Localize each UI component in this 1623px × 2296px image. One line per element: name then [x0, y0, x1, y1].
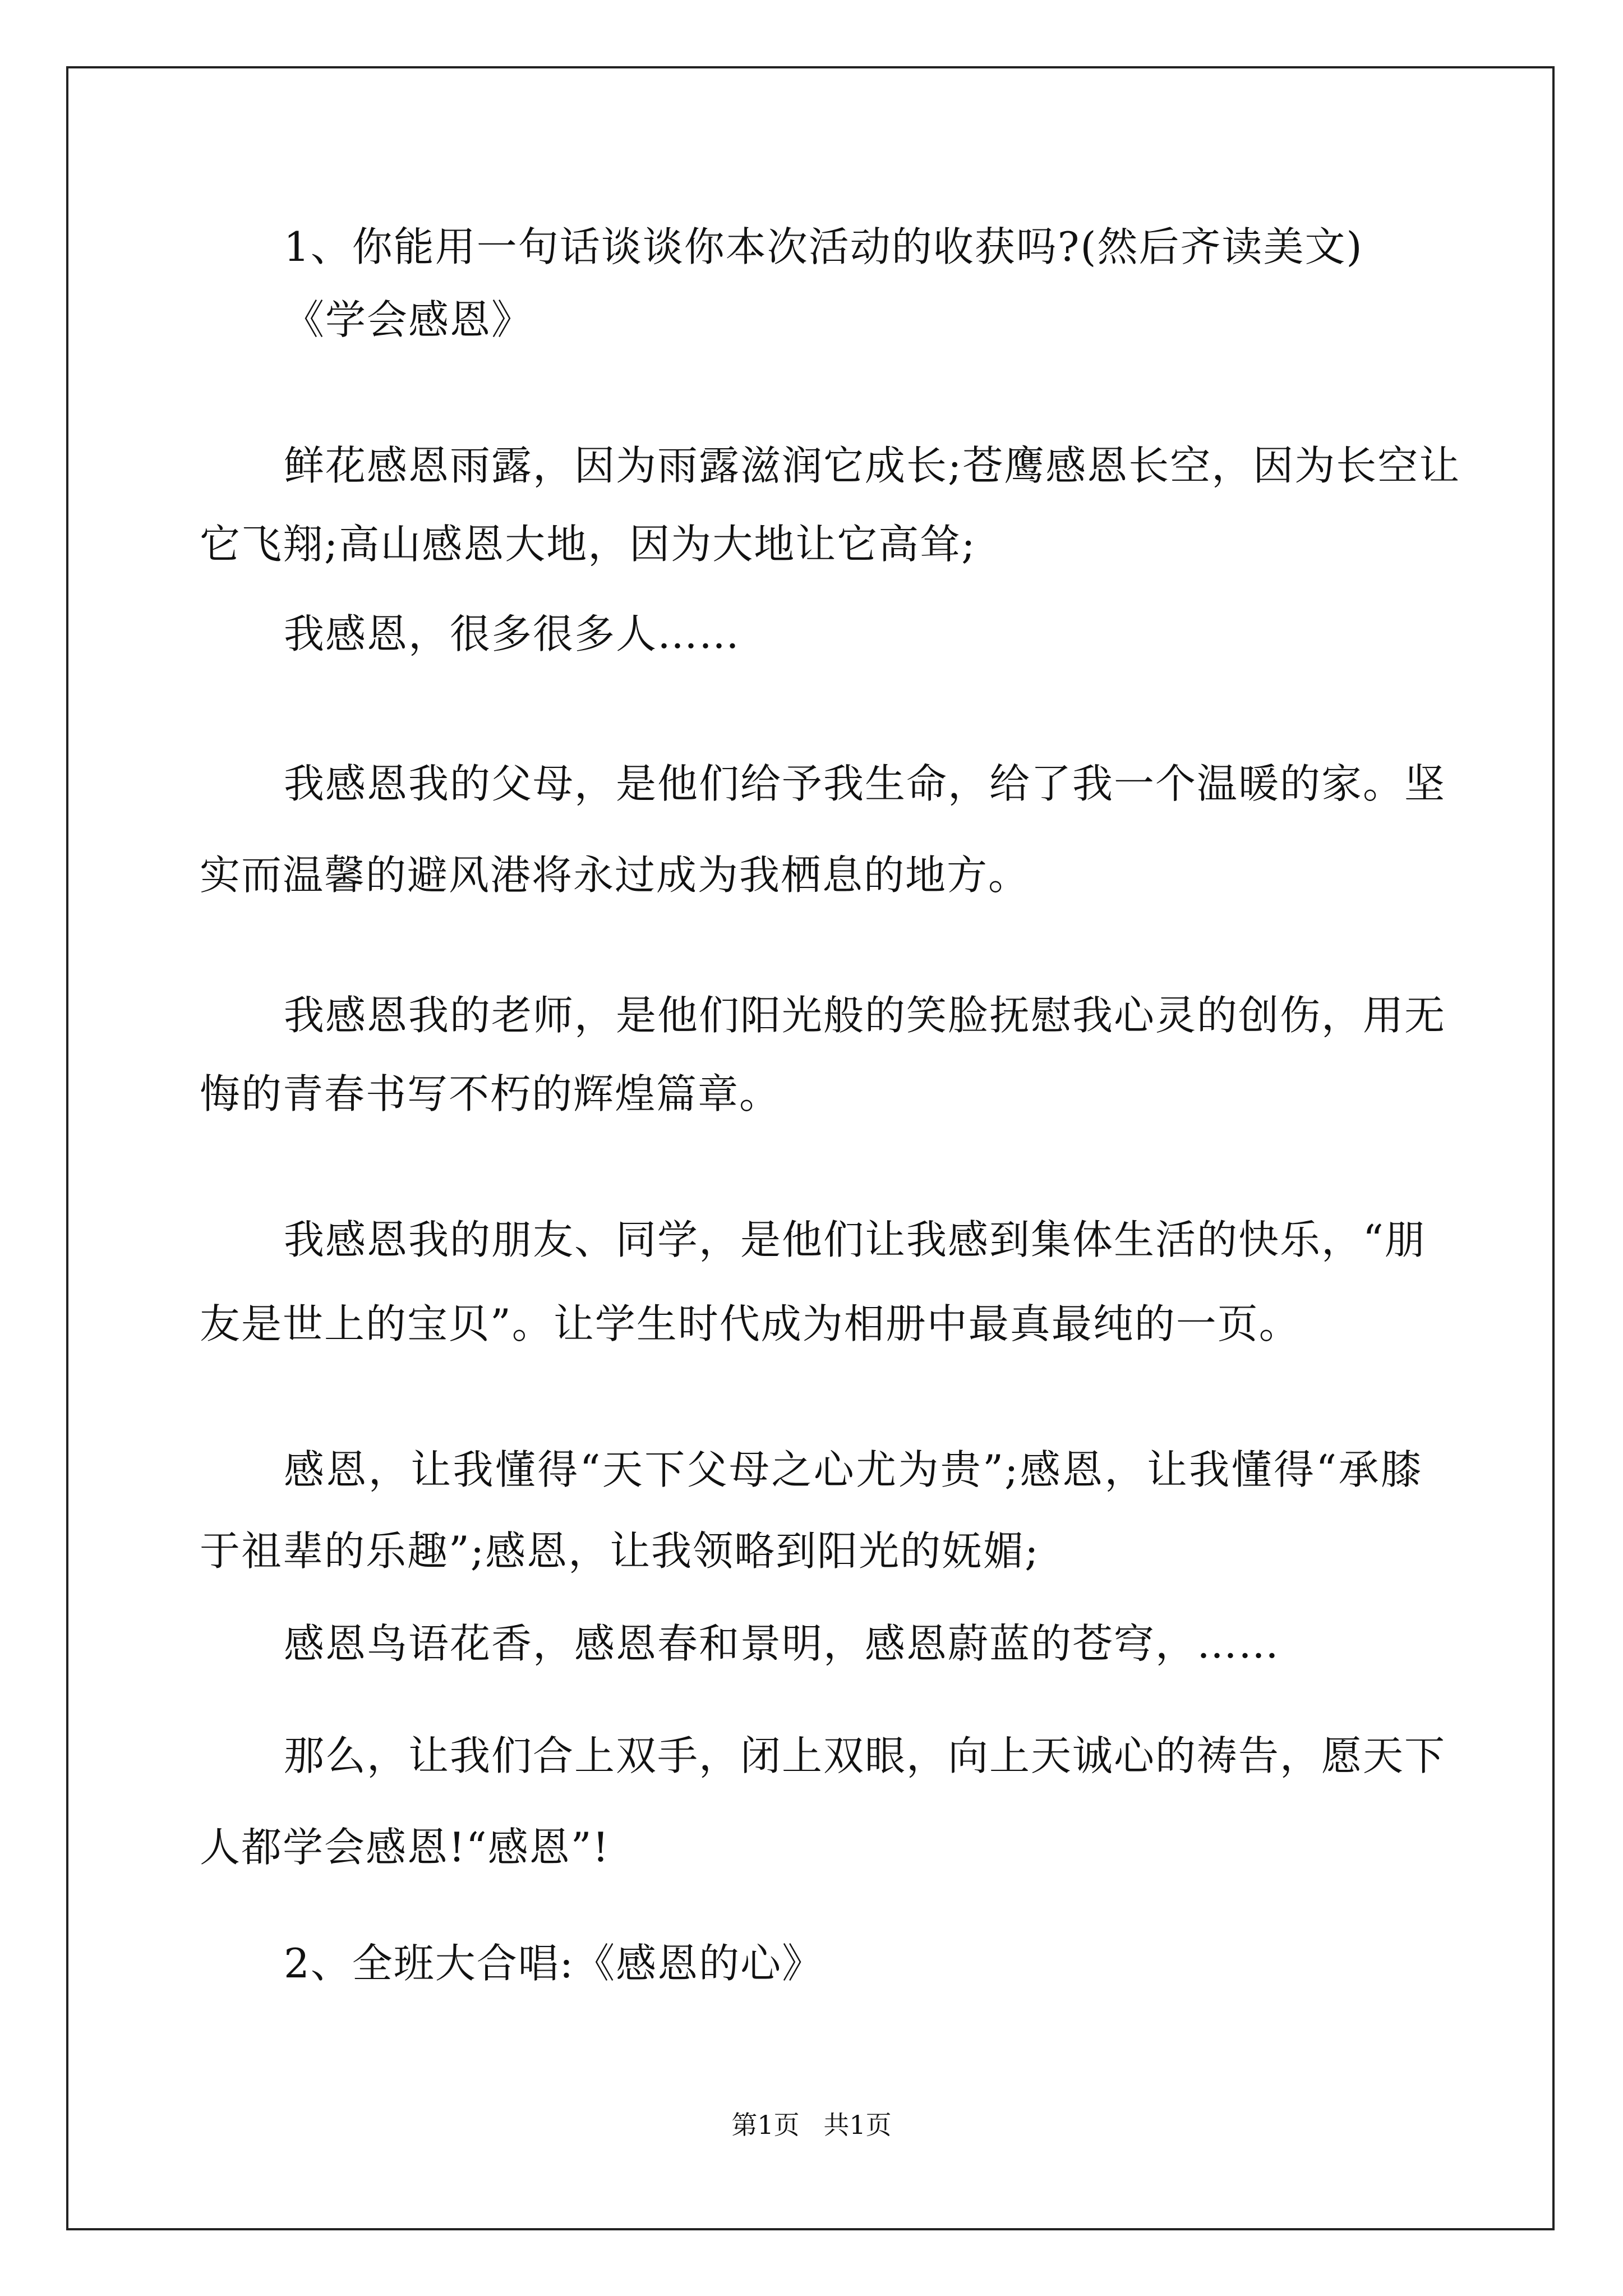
- paragraph-line: 感恩，让我懂得“天下父母之心尤为贵”;感恩，让我懂得“承膝: [284, 1446, 1422, 1493]
- essay-title: 《学会感恩》: [284, 296, 533, 343]
- paragraph-line: 我感恩我的朋友、同学，是他们让我感到集体生活的快乐，“朋: [284, 1216, 1426, 1263]
- page-border: [66, 66, 1555, 2230]
- paragraph-line: 我感恩，很多很多人……: [284, 610, 741, 657]
- paragraph-line: 悔的青春书写不朽的辉煌篇章。: [200, 1070, 781, 1117]
- paragraph-line: 人都学会感恩!“感恩”!: [200, 1824, 610, 1871]
- paragraph-line: 鲜花感恩雨露，因为雨露滋润它成长;苍鹰感恩长空，因为长空让: [284, 442, 1461, 489]
- question-line-1: 1、你能用一句话谈谈你本次活动的收获吗?(然后齐读美文): [284, 223, 1363, 270]
- paragraph-line: 它飞翔;高山感恩大地，因为大地让它高耸;: [200, 521, 976, 568]
- paragraph-line: 我感恩我的父母，是他们给予我生命，给了我一个温暖的家。坚: [284, 760, 1446, 807]
- paragraph-line: 那么，让我们合上双手，闭上双眼，向上天诚心的祷告，愿天下: [284, 1732, 1446, 1779]
- question-line-2: 2、全班大合唱:《感恩的心》: [284, 1940, 824, 1987]
- page-number-total: 共1页: [823, 2110, 892, 2140]
- paragraph-line: 我感恩我的老师，是他们阳光般的笑脸抚慰我心灵的创伤，用无: [284, 992, 1446, 1039]
- page-number-current: 第1页: [731, 2110, 800, 2140]
- paragraph-line: 于祖辈的乐趣”;感恩，让我领略到阳光的妩媚;: [200, 1527, 1040, 1575]
- page-footer: [0, 2108, 1623, 2142]
- paragraph-line: 感恩鸟语花香，感恩春和景明，感恩蔚蓝的苍穹，……: [284, 1620, 1280, 1667]
- paragraph-line: 友是世上的宝贝”。让学生时代成为相册中最真最纯的一页。: [200, 1300, 1301, 1347]
- paragraph-line: 实而温馨的避风港将永过成为我栖息的地方。: [200, 852, 1030, 899]
